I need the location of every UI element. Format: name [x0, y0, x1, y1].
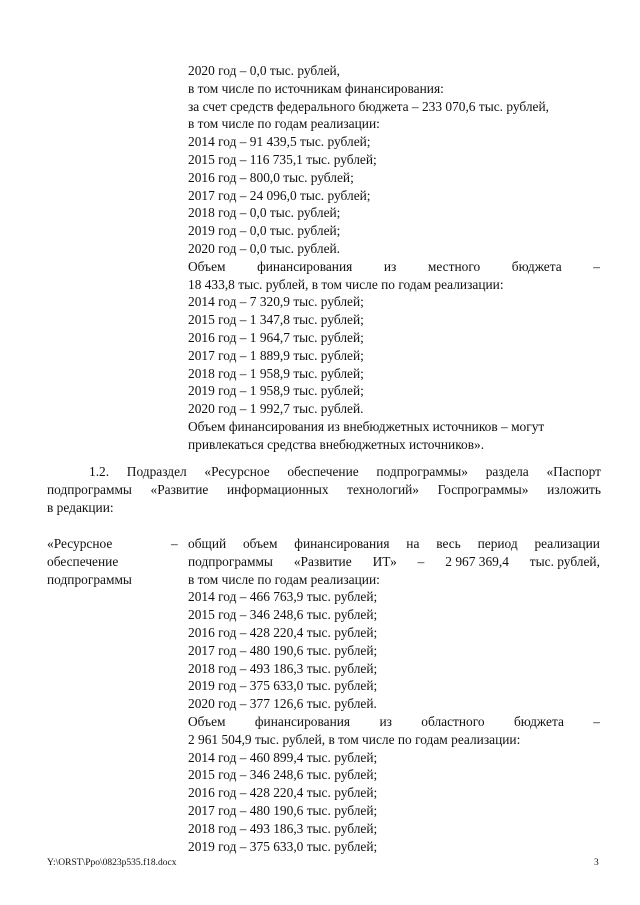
text-line: 2019 год – 1 958,9 тыс. рублей; — [188, 383, 364, 399]
word: из — [379, 713, 392, 729]
word: подпрограммы — [188, 553, 273, 569]
word: раздела — [485, 464, 529, 479]
word: обеспечение — [287, 464, 359, 479]
word: на — [406, 536, 420, 551]
label-line: подпрограммы — [47, 571, 132, 587]
word: 2 967 369,4 — [445, 553, 509, 569]
word: Объем — [188, 258, 226, 274]
word: общий — [188, 536, 227, 551]
text-line: 2015 год – 346 248,6 тыс. рублей; — [188, 607, 378, 623]
text-line: 18 433,8 тыс. рублей, в том числе по годам реализации: — [188, 276, 504, 292]
word: весь — [436, 536, 461, 551]
text-line: 2019 год – 0,0 тыс. рублей; — [188, 223, 341, 239]
word: «Ресурсное — [204, 464, 270, 479]
word: реализации — [534, 536, 600, 551]
text-line: 2015 год – 1 347,8 тыс. рублей; — [188, 312, 364, 328]
text-line: 2 961 504,9 тыс. рублей, в том числе по годам реализации: — [188, 731, 521, 747]
text-line: 2020 год – 0,0 тыс. рублей. — [188, 240, 341, 256]
word: Объем — [188, 713, 226, 729]
word: финансирования — [257, 258, 353, 274]
text-line: 2019 год – 375 633,0 тыс. рублей; — [188, 678, 378, 694]
text-line: за счет средств федерального бюджета – 233 070,6 тыс. рублей, — [188, 98, 549, 114]
section-paragraph — [47, 463, 601, 516]
text-line: 2016 год – 428 220,4 тыс. рублей; — [188, 624, 378, 640]
word: местного — [427, 258, 481, 274]
label-dash: – — [171, 536, 178, 551]
justified-line — [188, 553, 600, 571]
word: информационных — [226, 481, 329, 497]
word: «Паспорт — [546, 464, 601, 479]
text-line: 2017 год – 24 096,0 тыс. рублей; — [188, 187, 371, 203]
word: финансирования — [294, 536, 390, 551]
word: – — [593, 713, 600, 729]
word: Подраздел — [126, 464, 187, 479]
text-line: 2018 год – 493 186,3 тыс. рублей; — [188, 820, 378, 836]
word: бюджета — [511, 258, 562, 274]
word: изложить — [547, 481, 601, 497]
regional-budget-heading — [188, 713, 600, 731]
text-line: в том числе по годам реализации: — [188, 116, 380, 132]
funding-block-bottom — [188, 535, 600, 855]
text-line: 2017 год – 1 889,9 тыс. рублей; — [188, 347, 364, 363]
text-line: в том числе по годам реализации: — [188, 571, 380, 587]
word: бюджета — [513, 713, 564, 729]
text-line: 2018 год – 1 958,9 тыс. рублей; — [188, 365, 364, 381]
label-line: обеспечение — [47, 553, 119, 569]
word: финансирования — [254, 713, 351, 729]
word: «Развитие — [293, 553, 352, 569]
word: период — [477, 536, 518, 551]
text-line: 2015 год – 116 735,1 тыс. рублей; — [188, 151, 377, 167]
text-line: 2016 год – 800,0 тыс. рублей; — [188, 169, 354, 185]
text-line: 2014 год – 7 320,9 тыс. рублей; — [188, 294, 364, 310]
text-line: привлекаться средства внебюджетных источников». — [188, 436, 485, 452]
local-budget-heading — [188, 258, 600, 276]
text-line: 2014 год – 466 763,9 тыс. рублей; — [188, 589, 378, 605]
text-line: 2016 год – 1 964,7 тыс. рублей; — [188, 329, 364, 345]
word: – — [593, 258, 600, 274]
paragraph-line — [47, 481, 601, 499]
word: подпрограммы» — [376, 464, 468, 479]
label-line: «Ресурсное — [47, 536, 113, 551]
text-line: 2020 год – 0,0 тыс. рублей, — [188, 63, 341, 78]
text-line: 2018 год – 493 186,3 тыс. рублей; — [188, 660, 378, 676]
resource-label — [47, 535, 177, 588]
word: «Развитие — [150, 481, 209, 497]
text-line: 2014 год – 460 899,4 тыс. рублей; — [188, 749, 378, 765]
word: из — [383, 258, 397, 274]
word: технологий» — [347, 481, 420, 497]
text-line: 2017 год – 480 190,6 тыс. рублей; — [188, 642, 378, 658]
word: областного — [421, 713, 485, 729]
text-line: 2016 год – 428 220,4 тыс. рублей; — [188, 785, 378, 801]
word: Госпрограммы» — [437, 481, 529, 497]
text-line: Объем финансирования из внебюджетных источников – могут — [188, 418, 545, 434]
word: ИТ» — [372, 553, 397, 569]
paragraph-line: в редакции: — [47, 499, 114, 515]
funding-block-top — [188, 62, 600, 454]
word: тыс. рублей, — [529, 553, 600, 569]
footer-file-path: Y:\ORST\Ppo\0823p535.f18.docx — [47, 858, 177, 868]
text-line: 2015 год – 346 248,6 тыс. рублей; — [188, 767, 378, 783]
text-line: 2018 год – 0,0 тыс. рублей; — [188, 205, 341, 221]
text-line: 2017 год – 480 190,6 тыс. рублей; — [188, 802, 378, 818]
word: – — [417, 553, 425, 569]
page-number: 3 — [594, 858, 599, 868]
word: 1.2. — [89, 464, 110, 479]
text-line: 2020 год – 1 992,7 тыс. рублей. — [188, 401, 364, 417]
paragraph-line — [47, 463, 601, 481]
justified-line — [188, 535, 600, 553]
text-line: 2020 год – 377 126,6 тыс. рублей. — [188, 696, 377, 712]
word: подпрограммы — [47, 481, 132, 497]
text-line: 2014 год – 91 439,5 тыс. рублей; — [188, 134, 371, 150]
text-line: в том числе по источникам финансирования: — [188, 80, 444, 96]
text-line: 2019 год – 375 633,0 тыс. рублей; — [188, 838, 378, 854]
word: объем — [242, 536, 278, 551]
